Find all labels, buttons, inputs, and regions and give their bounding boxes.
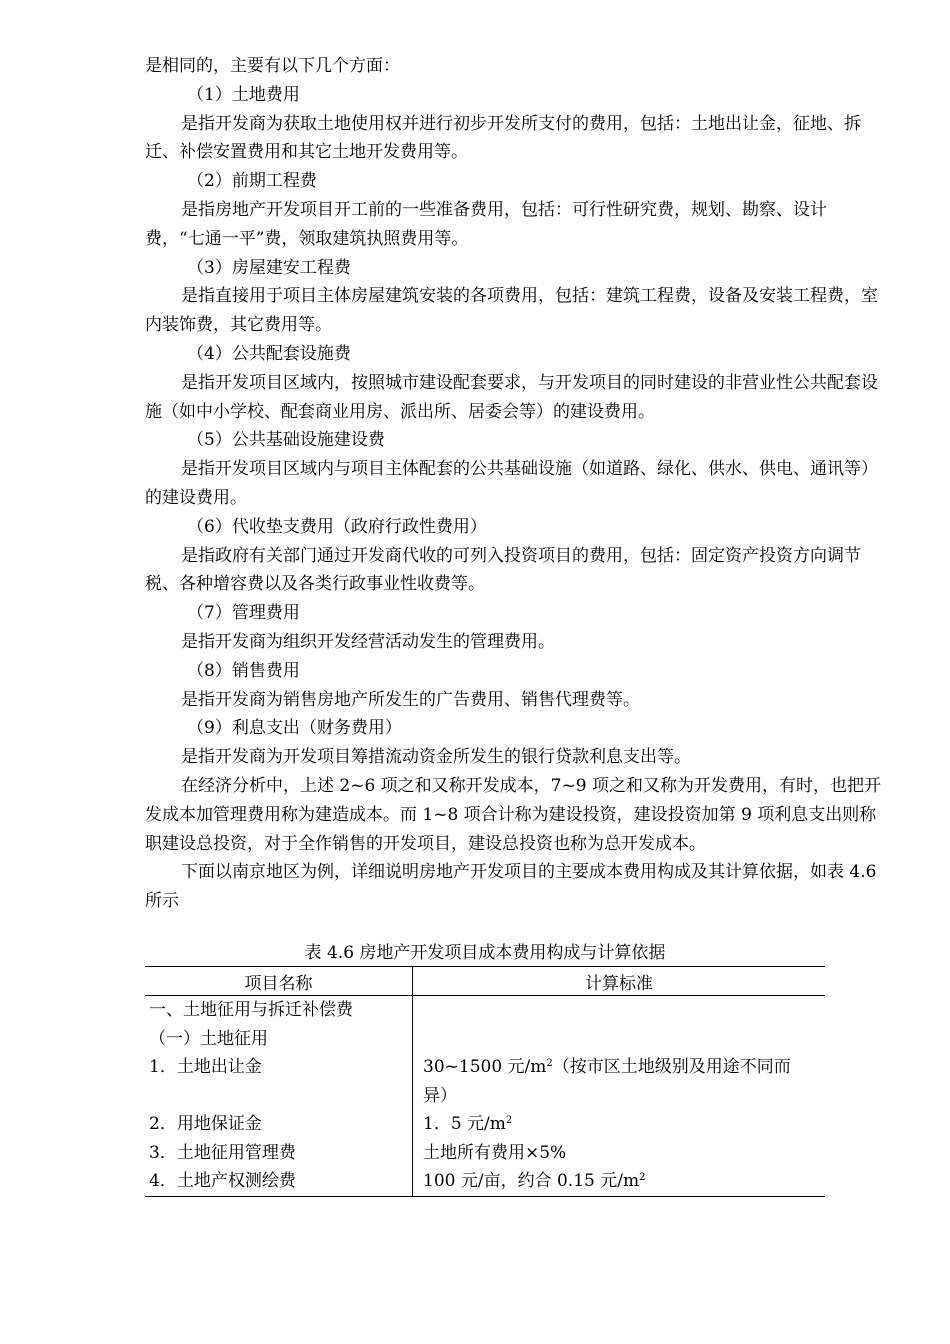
section-heading: （6）代收垫支费用（政府行政性费用） [187, 516, 487, 537]
item-name: 3．土地征用管理费 [145, 1139, 413, 1168]
table-row [145, 1110, 825, 1139]
table-row [145, 1025, 825, 1054]
section-heading: （2）前期工程费 [187, 171, 317, 192]
section-heading: （1）土地费用 [187, 84, 300, 105]
body-text [145, 52, 885, 916]
table-row [145, 1139, 825, 1168]
item-name: 1．土地出让金 [145, 1053, 413, 1110]
column-header: 计算标准 [413, 967, 826, 996]
item-standard: 30~1500 元$/m^2$（按市区土地级别及用途不同而异） [423, 1057, 791, 1106]
table-row [145, 996, 825, 1025]
item-standard: 土地所有费用×5% [423, 1142, 567, 1163]
item-name: 2．用地保证金 [145, 1110, 413, 1139]
section-heading: （4）公共配套设施费 [187, 343, 351, 364]
item-name: 4．土地产权测绘费 [145, 1167, 413, 1196]
paragraph: 是指房地产开发项目开工前的一些准备费用，包括：可行性研究费，规划、勘察、设计费，“七通一平”费，领取建筑执照费用等。 [145, 199, 827, 249]
paragraph: 在经济分析中，上述 2~6 项之和又称开发成本，7~9 项之和又称为开发费用，有时，也把开发成本加管理费用称为建造成本。而 1~8 项合计称为建设投资，建设投资加第 9 项利息支出则称职建设总投资，对于全作销售的开发项目，建设总投资也称为总开发成本。 [145, 775, 881, 854]
section-heading: （8）销售费用 [187, 660, 300, 681]
section-heading: （5）公共基础设施建设费 [187, 430, 385, 451]
paragraph: 是指开发商为开发项目筹措流动资金所发生的银行贷款利息支出等。 [181, 747, 691, 768]
table-header-row [145, 967, 825, 996]
item-standard: 1．5 元$/m^2$ [423, 1114, 513, 1134]
table-caption: 表 4.6 房地产开发项目成本费用构成与计算依据 [304, 943, 666, 963]
paragraph: 是指开发商为获取土地使用权并进行初步开发所支付的费用，包括：土地出让金，征地、拆迁、补偿安置费用和其它土地开发费用等。 [145, 113, 861, 163]
paragraph: 是指开发商为销售房地产所发生的广告费用、销售代理费等。 [181, 689, 640, 710]
column-header: 项目名称 [145, 967, 413, 996]
item-standard [413, 1025, 826, 1054]
paragraph: 下面以南京地区为例，详细说明房地产开发项目的主要成本费用构成及其计算依据，如表 4.6 所示 [145, 862, 877, 912]
section-heading: （7）管理费用 [187, 603, 300, 624]
paragraph: 是指开发项目区域内与项目主体配套的公共基础设施（如道路、绿化、供水、供电、通讯等）的建设费用。 [145, 459, 878, 508]
section-heading: （9）利息支出（财务费用） [187, 718, 402, 739]
item-standard: 100 元/亩，约合 0.15 元$/m^2$ [413, 1167, 826, 1196]
paragraph: 是指开发商为组织开发经营活动发生的管理费用。 [181, 631, 555, 652]
item-name: （一）土地征用 [145, 1025, 413, 1054]
item-name: 一、土地征用与拆迁补偿费 [145, 996, 413, 1025]
paragraph: 是指开发项目区域内，按照城市建设配套要求，与开发项目的同时建设的非营业性公共配套设施（如中小学校、配套商业用房、派出所、居委会等）的建设费用。 [145, 372, 878, 422]
table-row [145, 1167, 825, 1196]
item-standard [413, 996, 826, 1025]
cost-table [145, 966, 825, 1197]
paragraph: 是相同的，主要有以下几个方面： [145, 56, 400, 76]
paragraph: 是指直接用于项目主体房屋建筑安装的各项费用，包括：建筑工程费，设备及安装工程费，室内装饰费，其它费用等。 [145, 286, 878, 336]
section-heading: （3）房屋建安工程费 [187, 257, 351, 278]
table-row [145, 1053, 825, 1110]
paragraph: 是指政府有关部门通过开发商代收的可列入投资项目的费用，包括：固定资产投资方向调节税、各种增容费以及各类行政事业性收费等。 [145, 545, 861, 595]
